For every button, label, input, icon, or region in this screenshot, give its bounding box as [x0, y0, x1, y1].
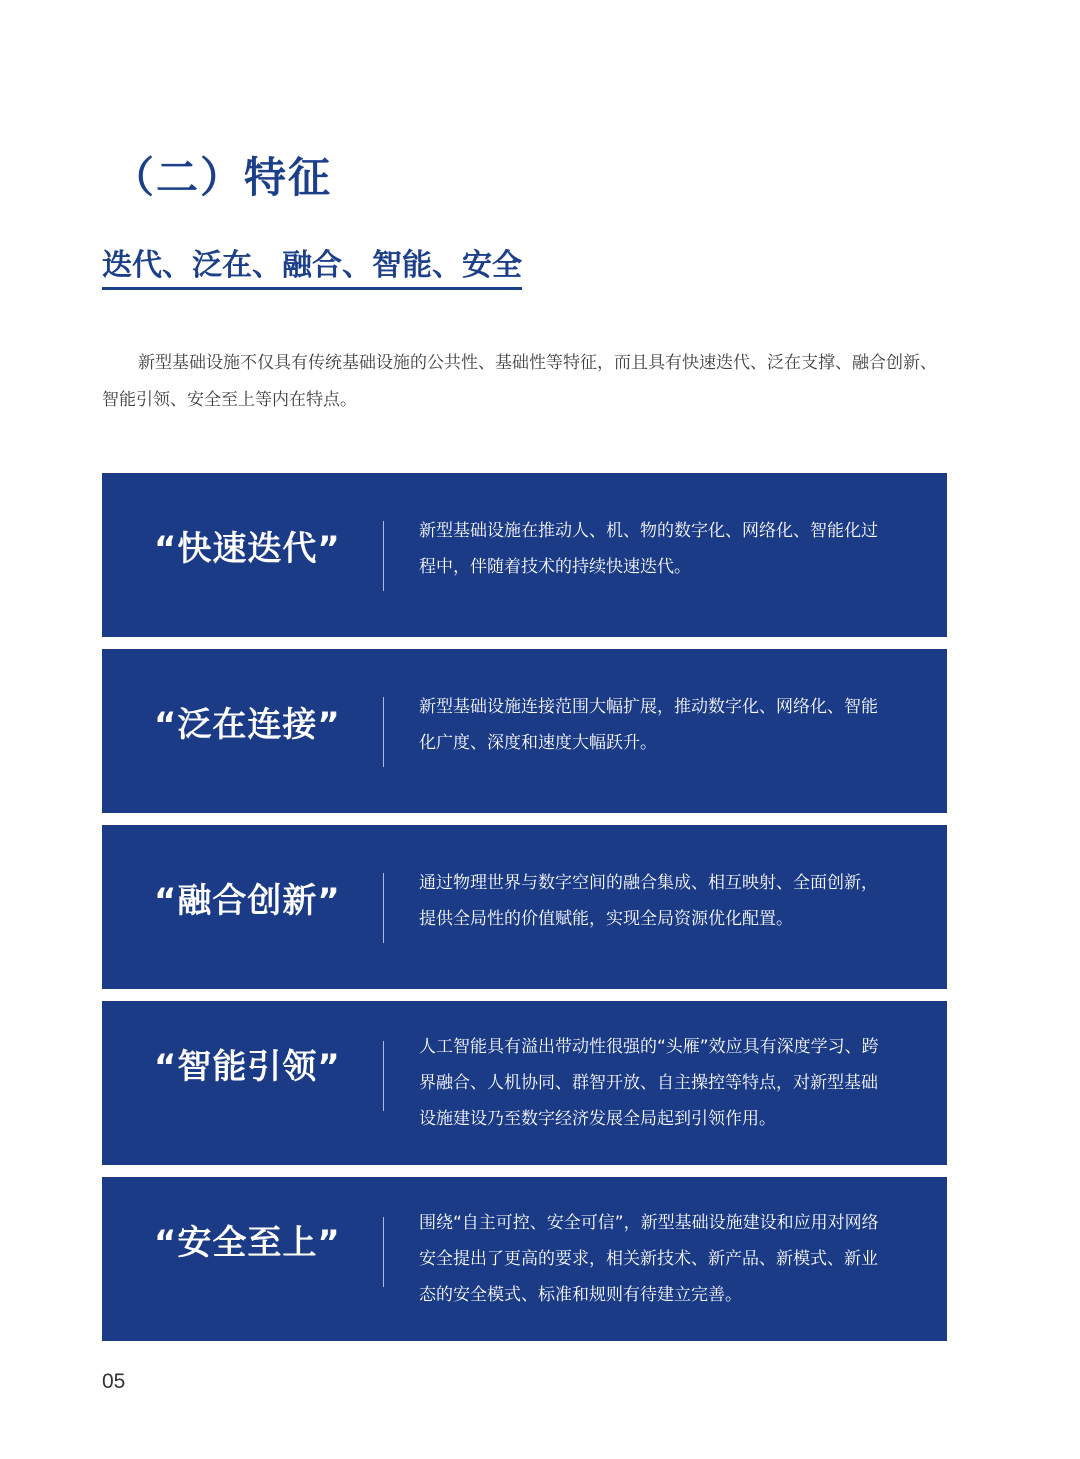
feature-card-divider — [383, 1217, 384, 1287]
feature-card-title: “智能引领” — [154, 1047, 341, 1087]
feature-card-divider — [383, 697, 384, 767]
page-number: 05 — [102, 1370, 126, 1393]
feature-card-text: 新型基础设施在推动人、机、物的数字化、网络化、智能化过程中，伴随着技术的持续快速迭代。 — [419, 521, 878, 577]
feature-card-text: 通过物理世界与数字空间的融合集成、相互映射、全面创新，提供全局性的价值赋能，实现全局资源优化配置。 — [419, 873, 878, 929]
feature-card-divider — [383, 521, 384, 591]
feature-card-text: 围绕“自主可控、安全可信”，新型基础设施建设和应用对网络安全提出了更高的要求，相关新技术、新产品、新模式、新业态的安全模式、标准和规则有待建立完善。 — [419, 1213, 879, 1305]
feature-cards — [102, 473, 947, 1353]
section-title: （二）特征 — [112, 153, 333, 202]
feature-card-rapid-iteration — [102, 473, 947, 637]
intro-paragraph: 新型基础设施不仅具有传统基础设施的公共性、基础性等特征，而且具有快速迭代、泛在支撑、融合创新、智能引领、安全至上等内在特点。 — [102, 353, 937, 410]
feature-card-integrated-innovation — [102, 825, 947, 989]
feature-card-divider — [383, 873, 384, 943]
feature-card-divider — [383, 1041, 384, 1111]
subtitle: 迭代、泛在、融合、智能、安全 — [102, 240, 522, 290]
feature-card-intelligent-leadership — [102, 1001, 947, 1165]
feature-card-title: “快速迭代” — [154, 529, 341, 569]
feature-card-title: “安全至上” — [154, 1223, 341, 1263]
feature-card-ubiquitous-connection — [102, 649, 947, 813]
feature-card-text: 新型基础设施连接范围大幅扩展，推动数字化、网络化、智能化广度、深度和速度大幅跃升。 — [419, 697, 878, 753]
feature-card-security-first — [102, 1177, 947, 1341]
feature-card-title: “融合创新” — [154, 881, 341, 921]
feature-card-text: 人工智能具有溢出带动性很强的“头雁”效应具有深度学习、跨界融合、人机协同、群智开放、自主操控等特点，对新型基础设施建设乃至数字经济发展全局起到引领作用。 — [419, 1037, 879, 1129]
feature-card-title: “泛在连接” — [154, 705, 341, 745]
